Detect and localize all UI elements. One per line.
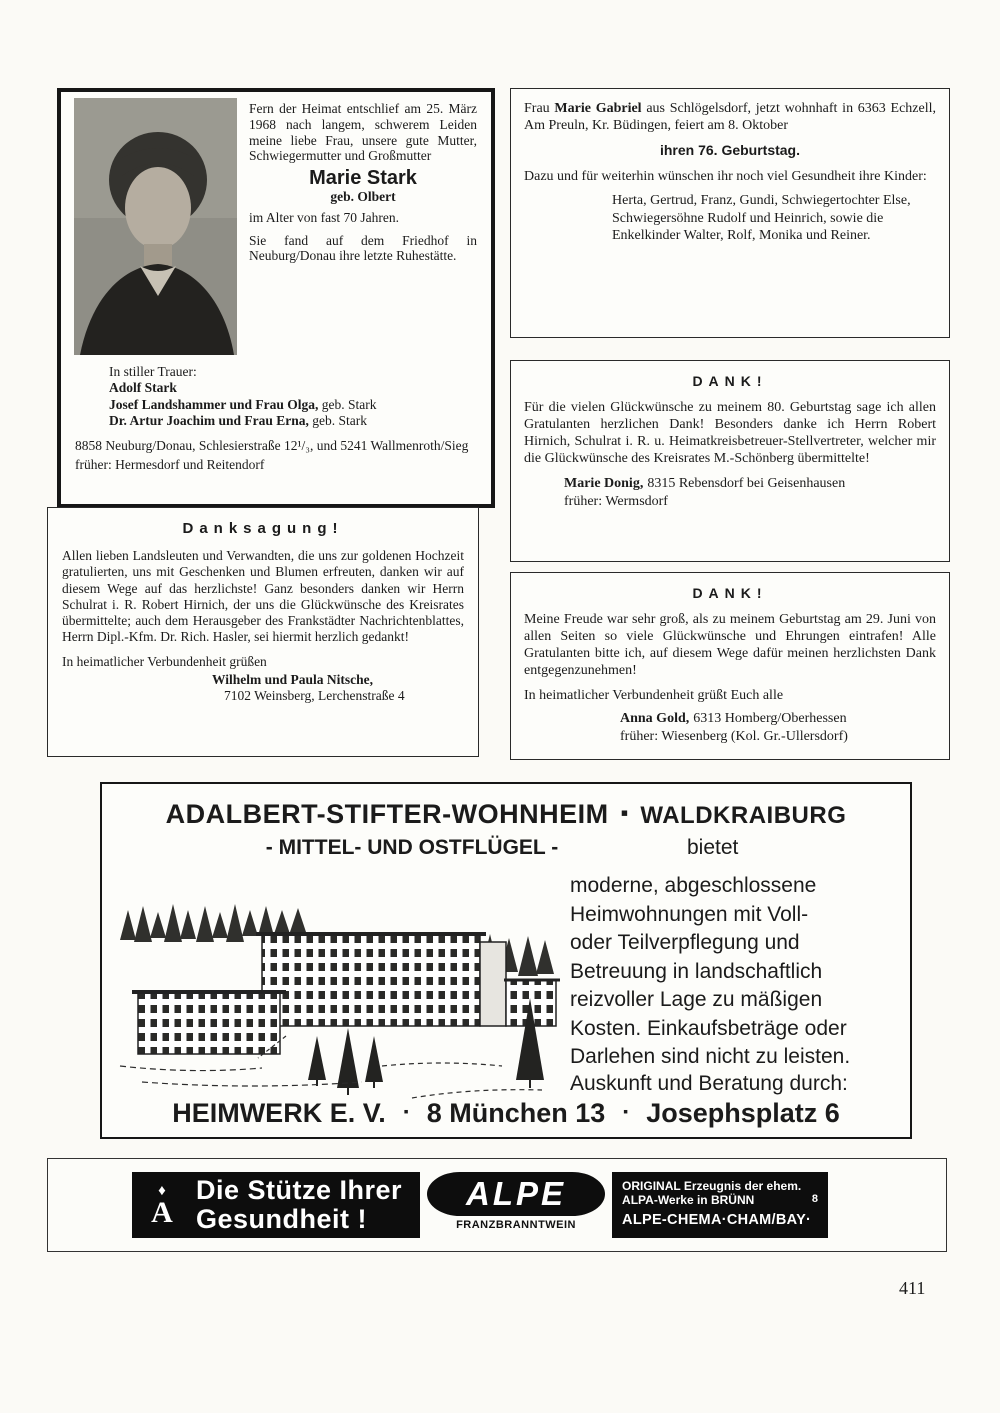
letter-a-icon: A — [151, 1195, 173, 1229]
banner-badge: 8 — [811, 1193, 819, 1205]
thanks-closing: In heimatlicher Verbundenheit grüßt Euch alle — [524, 688, 784, 703]
thanksgiving-signature: Wilhelm und Paula Nitsche, — [212, 671, 374, 687]
thanks-former-home: früher: Wermsdorf — [564, 494, 668, 509]
ad-title-main: ADALBERT-STIFTER-WOHNHEIM — [165, 799, 609, 829]
brand-product: FRANZBRANNTWEIN — [456, 1219, 577, 1231]
ad-copy-line: oder Teilverpflegung und — [570, 931, 800, 954]
alpa-logo — [140, 1183, 184, 1228]
ad-copy-line: reizvoller Lage zu mäßigen — [570, 988, 823, 1011]
ad-footer-city: 8 München 13 — [426, 1098, 606, 1128]
banner-origin-line: ORIGINAL Erzeugnis der ehem. — [622, 1179, 802, 1193]
obituary-age-line: im Alter von fast 70 Jahren. — [249, 209, 399, 225]
thanks-title: DANK! — [692, 373, 768, 389]
obituary-former-home: früher: Hermesdorf und Reitendorf — [75, 457, 265, 473]
thanksgiving-title: Danksagung! — [182, 520, 344, 537]
thanks-body: Meine Freude war sehr groß, als zu meinem Geburtstag am 29. Juni von allen Seiten so viele Glückwünsche und Ehrungen eintrafen! Alle Gratulanten bitte ich, auf diesem Wege dafür meinen herzlichsten Dank entgegenzunehmen! — [524, 612, 936, 678]
thanks-title: DANK! — [692, 585, 768, 601]
alpe-brand-block — [427, 1172, 605, 1238]
thanksgiving-signature-address: 7102 Weinsberg, Lerchenstraße 4 — [224, 687, 405, 703]
banner-manufacturer-block — [612, 1172, 828, 1238]
birthday-children-list: Herta, Gertrud, Franz, Gundi, Schwiegertochter Else, Schwiegersöhne Rudolf und Heinrich, sowie die Enkelkinder Walter, Rolf, Monika und Reiner. — [612, 193, 911, 243]
birthday-person-name: Marie Gabriel — [554, 101, 642, 116]
birthday-headline: ihren 76. Geburtstag. — [659, 142, 801, 158]
thanksgiving-body: Allen lieben Landsleuten und Verwandten, die uns zur goldenen Hochzeit gratulierten, uns mit Geschenken und Blumen erfreuten, danken wir auf diesem Wege auf das herzlichste! Ganz besonders danken wir Herrn Schulrat i. R. Robert Hirnich, der uns die Glückwünsche des Kreisrates übermittelte; auch dem Herausgeber des Frankstädter Nachrichtenblattes, Herrn Dipl.-Kfm. Dr. Rich. Hasler, sei hiermit herzlich gedankt! — [62, 548, 464, 645]
mourning-label: In stiller Trauer: — [109, 364, 197, 379]
ad-subtitle: - MITTEL- UND OSTFLÜGEL - — [265, 836, 559, 859]
obituary-text-column — [249, 101, 477, 264]
ad-copy-line: Betreuung in landschaftlich — [570, 959, 823, 983]
ad-footer — [102, 1098, 910, 1129]
ad-copy-line: Kosten. Einkaufsbeträge oder — [570, 1016, 847, 1040]
mourner-line: Josef Landshammer und Frau Olga, geb. Stark — [109, 396, 377, 412]
ad-contact-line: Auskunft und Beratung durch: — [570, 1072, 848, 1095]
banner-works-line: 8 ALPA-Werke in BRÜNN — [622, 1193, 819, 1207]
ad-footer-org: HEIMWERK E. V. — [172, 1098, 386, 1128]
portrait-photo-art — [74, 98, 237, 355]
thanksgiving-closing: In heimatlicher Verbundenheit grüßen — [62, 653, 267, 669]
birthday-body: Dazu und für weiterhin wünschen ihr noch viel Gesundheit ihre Kinder: — [524, 169, 927, 184]
alpe-banner-ad — [47, 1158, 947, 1252]
ad-copy-line: moderne, abgeschlossene — [570, 874, 817, 897]
thanks-notice-donig — [510, 360, 950, 562]
thanksgiving-notice-left — [47, 507, 479, 757]
brand-name: ALPE — [466, 1175, 567, 1212]
square-bullet-icon: ▪ — [620, 800, 629, 825]
thanks-signature: Marie Donig, 8315 Rebensdorf bei Geisenhausen — [564, 476, 846, 491]
ad-copy-line: Heimwohnungen mit Voll- — [570, 902, 809, 926]
mourner-line: Adolf Stark — [109, 380, 177, 396]
obituary-resting-line: Sie fand auf dem Friedhof in Neuburg/Donau ihre letzte Ruhestätte. — [249, 232, 477, 264]
obituary-notice — [57, 88, 495, 508]
obituary-intro: Fern der Heimat entschlief am 25. März 1968 nach langem, schwerem Leiden meine liebe Frau, unsere gute Mutter, Schwiegermutter und Großmutter — [249, 101, 477, 164]
square-bullet-icon: ▪ — [623, 1103, 629, 1119]
building-illustration-art — [112, 876, 564, 1104]
thanks-signature: Anna Gold, 6313 Homberg/Oberhessen — [620, 711, 847, 726]
deceased-name: Marie Stark — [309, 167, 417, 190]
ad-copy-line: Darlehen sind nicht zu leisten. — [570, 1045, 851, 1068]
ad-title-city: WALDKRAIBURG — [640, 802, 847, 829]
alpe-oval-logo — [427, 1172, 605, 1216]
deceased-birth-name: geb. Olbert — [330, 188, 396, 204]
obituary-mourners-section — [75, 364, 477, 473]
thanks-body: Für die vielen Glückwünsche zu meinem 80. Geburtstag sage ich allen Gratulanten herzlichen Dank! Besonders danke ich Herrn Robert Hirnich, Schulrat i. R. u. Heimatkreisbetreuer-Stellvertreter, welcher mir die Glückwünsche des Kreisrates M.-Schönberg übermittelte! — [524, 400, 936, 466]
birthday-intro: Frau Marie Gabriel aus Schlögelsdorf, jetzt wohnhaft in 6363 Echzell, Am Preuln, Kr. Büdingen, feiert am 8. Oktober — [524, 101, 937, 133]
ad-copy — [570, 872, 904, 1072]
birthday-notice — [510, 88, 950, 338]
thanks-notice-gold — [510, 572, 950, 760]
ad-subtitle-note: bietet — [687, 836, 739, 859]
square-bullet-icon: ▪ — [403, 1103, 409, 1119]
building-illustration — [112, 876, 564, 1104]
ad-title — [102, 799, 910, 830]
obituary-address: 8858 Neuburg/Donau, Schlesierstraße 12¹/₃, und 5241 Wallmenroth/Sieg — [75, 437, 469, 453]
portrait-photo — [74, 98, 237, 355]
page-number: 411 — [899, 1278, 926, 1298]
banner-slogan: Die Stütze Ihrer Gesundheit ! — [196, 1175, 403, 1234]
ad-footer-street: Josephsplatz 6 — [646, 1098, 840, 1128]
diamond-icon: ♦ — [158, 1181, 166, 1199]
thanks-former-home: früher: Wiesenberg (Kol. Gr.-Ullersdorf) — [620, 729, 848, 744]
wohnheim-advertisement — [100, 782, 912, 1139]
banner-company-line: ALPE-CHEMA·CHAM/BAY· — [622, 1212, 812, 1228]
banner-slogan-block — [132, 1172, 420, 1238]
mourner-line: Dr. Artur Joachim und Frau Erna, geb. Stark — [109, 413, 368, 429]
